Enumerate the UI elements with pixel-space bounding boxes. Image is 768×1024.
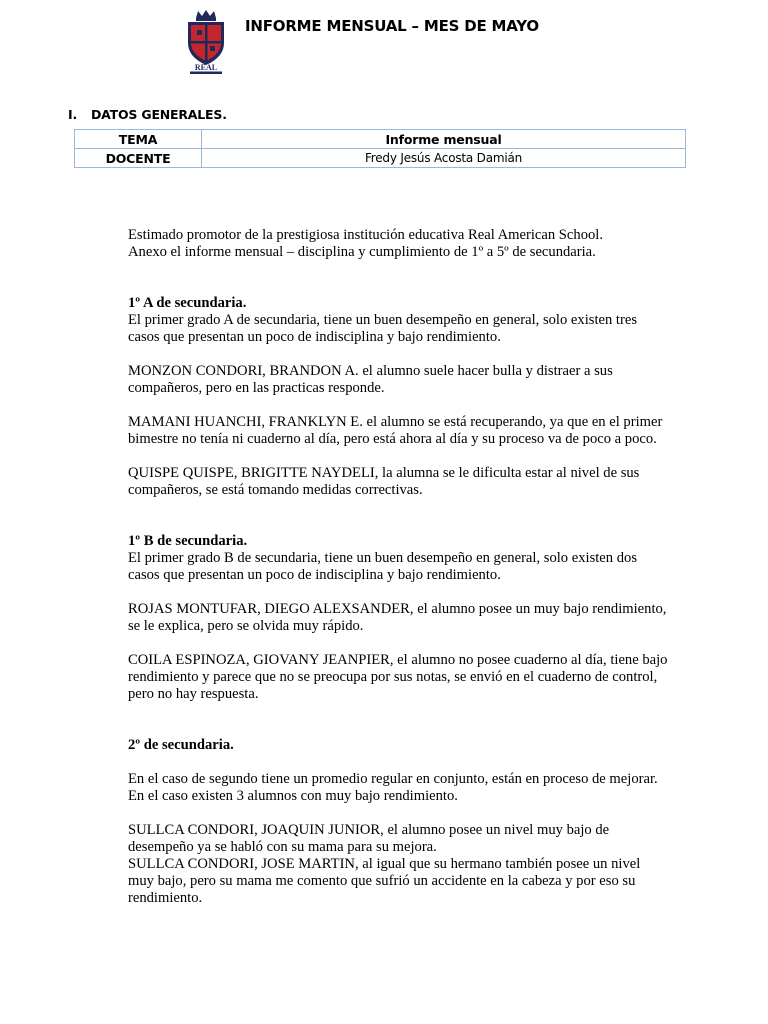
student-case: SULLCA CONDORI, JOAQUIN JUNIOR, el alumno posee un nivel muy bajo de desempeño ya se habló con su mama para su mejora. [128,822,610,855]
table-row [75,149,686,168]
svg-text:REAL: REAL [194,63,218,72]
student-case: SULLCA CONDORI, JOSE MARTIN, al igual que su hermano también posee un nivel muy bajo, pero su mama me comento que sufrió un accidente en la cabeza y por eso su rendimiento. [128,856,641,906]
general-data-table [74,129,686,168]
student-case: ROJAS MONTUFAR, DIEGO ALEXSANDER, el alumno posee un muy bajo rendimiento, se le explica, pero se olvida muy rápido. [128,601,667,634]
docente-value: Fredy Jesús Acosta Damián [202,149,686,168]
table-row [75,130,686,149]
tema-value: Informe mensual [202,130,686,149]
docente-label: DOCENTE [75,149,202,168]
grade-summary: El primer grado A de secundaria, tiene un buen desempeño en general, solo existen tres casos que presentan un poco de indisciplina y bajo rendimiento. [128,312,637,345]
grade-summary: El primer grado B de secundaria, tiene un buen desempeño en general, solo existen dos casos que presentan un poco de indisciplina y bajo rendimiento. [128,550,637,583]
intro-line: Anexo el informe mensual – disciplina y cumplimiento de 1º a 5º de secundaria. [128,244,596,260]
grade-heading: 1º A de secundaria. [128,295,247,311]
section-heading [68,107,227,122]
section-title: DATOS GENERALES. [91,107,227,122]
grade-heading: 1º B de secundaria. [128,533,248,549]
grade-heading: 2º de secundaria. [128,737,234,753]
student-case: COILA ESPINOZA, GIOVANY JEANPIER, el alumno no posee cuaderno al día, tiene bajo rendimiento y parece que no se preocupa por sus notas, se envió en el cuaderno de control, pero no hay respuesta. [128,652,668,702]
student-case: MONZON CONDORI, BRANDON A. el alumno suele hacer bulla y distraer a sus compañeros, pero en las practicas responde. [128,363,613,396]
intro-line: Estimado promotor de la prestigiosa institución educativa Real American School. [128,227,603,243]
grade-summary: En el caso de segundo tiene un promedio regular en conjunto, están en proceso de mejorar. En el caso existen 3 alumnos con muy bajo rendimiento. [128,771,658,804]
student-case: QUISPE QUISPE, BRIGITTE NAYDELI, la alumna se le dificulta estar al nivel de sus compañeros, se está tomando medidas correctivas. [128,465,640,498]
school-logo [183,9,229,75]
student-case: MAMANI HUANCHI, FRANKLYN E. el alumno se está recuperando, ya que en el primer bimestre no tenía ni cuaderno al día, pero está ahora al día y su proceso va de poco a poco. [128,414,663,447]
tema-label: TEMA [75,130,202,149]
report-body [128,227,668,907]
section-number: I. [68,107,77,122]
document-title: INFORME MENSUAL – MES DE MAYO [245,17,539,35]
